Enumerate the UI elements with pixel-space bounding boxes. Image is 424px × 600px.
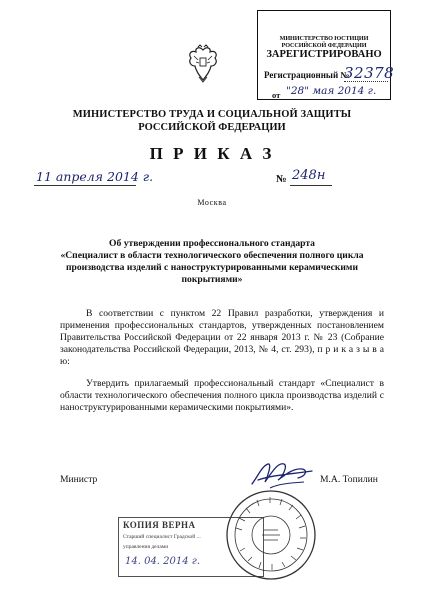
signatory-position: Министр	[60, 474, 98, 485]
order-title-line4: покрытиями»	[181, 274, 243, 285]
city: Москва	[197, 198, 227, 207]
signatory-name: М.А. Топилин	[320, 474, 378, 485]
registration-date: "28" мая 2014 г.	[286, 85, 377, 97]
body-paragraph-2: Утвердить прилагаемый профессиональный стандарт «Специалист в области технологического обеспечения полного цикла производства изделий с наноструктурированными керамическими покрытиями».	[60, 378, 384, 413]
registration-date-prefix: от	[272, 90, 281, 100]
order-title-line2: «Специалист в области технологического обеспечения полного цикла	[60, 250, 364, 261]
document-type-title: П Р И К А З	[149, 144, 275, 163]
order-title	[20, 238, 404, 286]
registration-number-underline	[344, 81, 388, 82]
registration-number-label: Регистрационный №	[264, 70, 350, 80]
copy-stamp-title: КОПИЯ ВЕРНА	[123, 520, 196, 530]
registration-status: ЗАРЕГИСТРИРОВАНО	[266, 49, 382, 60]
registration-ministry: МИНИСТЕРСТВО ЮСТИЦИИ РОССИЙСКОЙ ФЕДЕРАЦИИ	[279, 35, 369, 49]
copy-stamp-line1: Старший специалист Градской ...	[123, 534, 201, 540]
order-title-line1: Об утверждении профессионального стандарта	[109, 238, 315, 249]
order-date: 11 апреля 2014 г.	[36, 169, 154, 184]
body-paragraph-1: В соответствии с пунктом 22 Правил разработки, утверждения и применения профессиональных стандартов, утвержденных постановлением Правительства Российской Федерации от 22 января 2013 г. № 23 (Собрание законодательства Российской Федерации, 2013, № 4, ст. 293), п р и к а з ы в а ю:	[60, 308, 384, 367]
order-title-line3: производства изделий с наноструктурированными керамическими	[66, 262, 358, 273]
coat-of-arms-emblem	[186, 44, 220, 84]
order-number-prefix: №	[276, 174, 287, 185]
registration-number: 32378	[344, 64, 395, 82]
ministry-name-line2: РОССИЙСКОЙ ФЕДЕРАЦИИ	[138, 122, 286, 133]
copy-stamp-line2: управления делами	[123, 544, 169, 550]
copy-stamp-date: 14. 04. 2014 г.	[125, 556, 201, 567]
order-number: 248н	[292, 168, 326, 183]
order-date-underline	[34, 185, 136, 186]
official-round-seal	[224, 488, 318, 582]
registration-stamp	[257, 10, 395, 100]
order-number-underline	[290, 185, 332, 186]
ministry-name-line1: МИНИСТЕРСТВО ТРУДА И СОЦИАЛЬНОЙ ЗАЩИТЫ	[72, 109, 352, 120]
